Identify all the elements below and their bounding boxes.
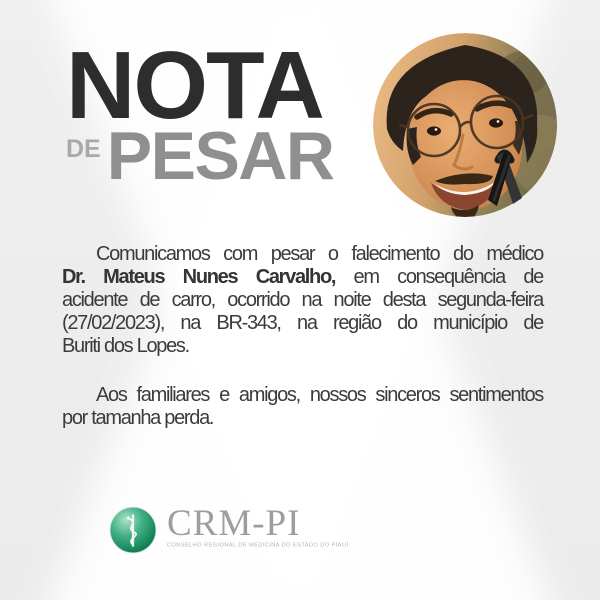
obituary-text-line: Comunicamos com pesar o falecimento do médico bbox=[96, 243, 543, 265]
obituary-text-line: Dr. Mateus Nunes Carvalho, em consequência de bbox=[62, 266, 543, 288]
obituary-text-line: Aos familiares e amigos, nossos sinceros sentimentos bbox=[96, 384, 543, 406]
rod-of-asclepius-icon bbox=[109, 506, 157, 554]
obituary-text-line: por tamanha perda. bbox=[62, 407, 214, 429]
title-word-nota: NOTA bbox=[66, 32, 323, 139]
title-block bbox=[66, 32, 334, 194]
obituary-paragraph bbox=[62, 243, 543, 358]
org-acronym: CRM-PI bbox=[166, 503, 301, 544]
obituary-text-line: (27/02/2023), na BR-343, na região do município de bbox=[62, 312, 543, 334]
obituary-paragraph bbox=[62, 384, 543, 430]
org-full-name: CONSELHO REGIONAL DE MEDICINA DO ESTADO DO PIAUÍ bbox=[166, 542, 349, 549]
mourning-ribbon-icon bbox=[481, 144, 528, 212]
obituary-text-line: acidente de carro, ocorrido na noite desta segunda-feira bbox=[62, 289, 543, 311]
deceased-name: Dr. Mateus Nunes Carvalho, bbox=[62, 266, 336, 288]
portrait-illustration bbox=[373, 33, 557, 217]
obituary-text bbox=[62, 243, 543, 430]
title-word-de: DE bbox=[66, 135, 101, 163]
title-line-2 bbox=[66, 118, 334, 194]
deceased-portrait-photo bbox=[373, 33, 557, 217]
footer-logo-block bbox=[0, 503, 600, 554]
obituary-text-line: Buriti dos Lopes. bbox=[62, 335, 189, 357]
org-name-block bbox=[166, 503, 491, 553]
title-word-pesar: PESAR bbox=[106, 118, 334, 194]
